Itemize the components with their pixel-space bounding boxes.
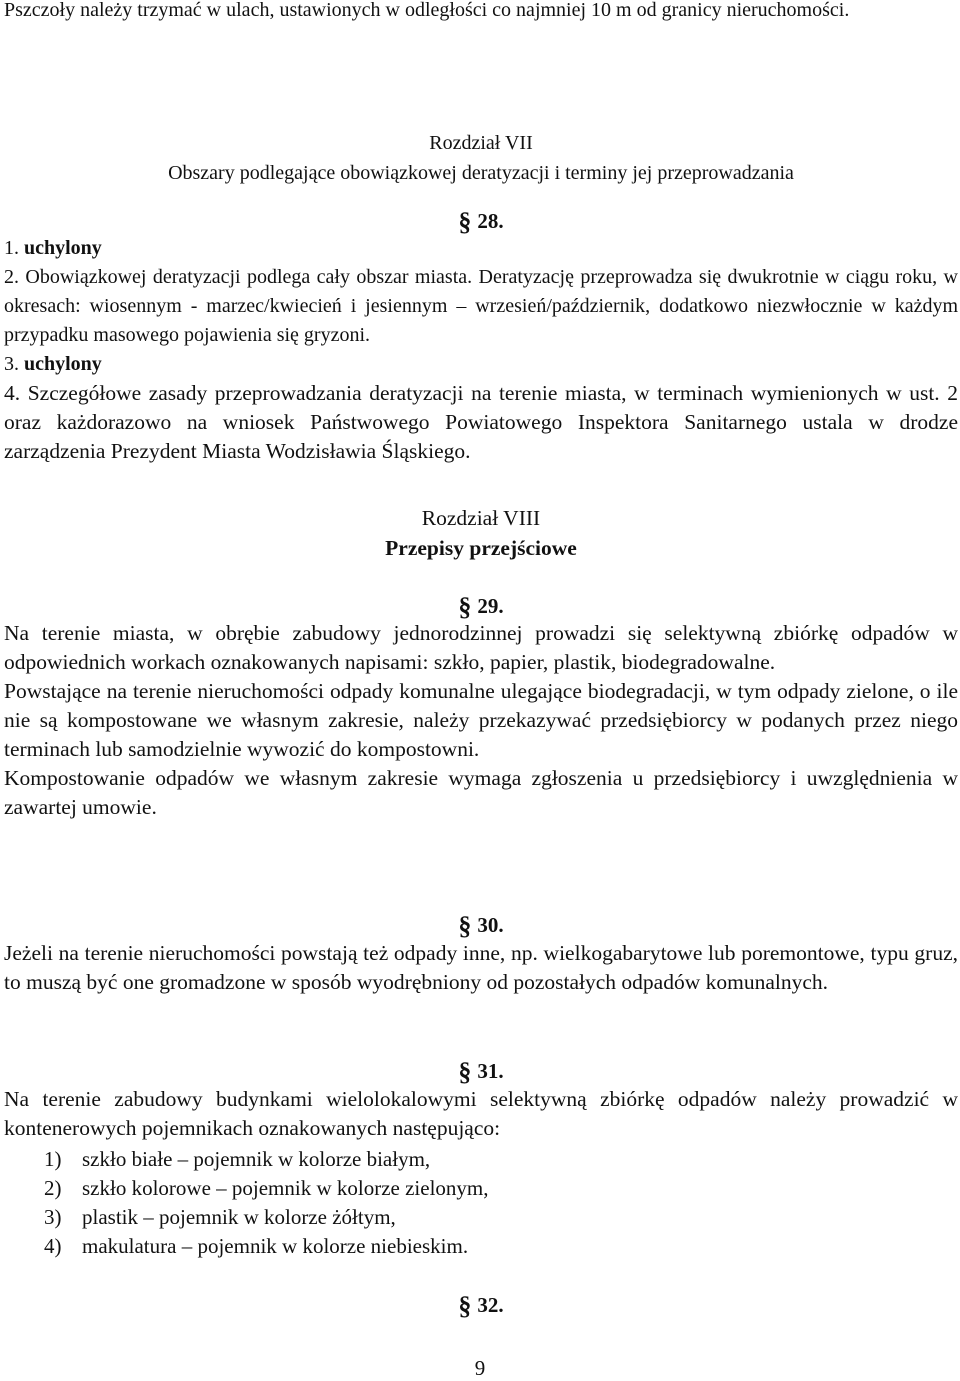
chapter-8-heading-block	[4, 503, 958, 563]
s29-paragraph-2: Powstające na terenie nieruchomości odpady komunalne ulegające biodegradacji, w tym odpady zielone, o ile nie są kompostowane we własnym zakresie, należy przekazywać przedsiębiorcy w podanych przez niego terminach lub samodzielnie wywozić do kompostowni.	[4, 679, 958, 761]
s31-paragraph-1: Na terenie zabudowy budynkami wielolokalowymi selektywną zbiórkę odpadów należy prowadzić w kontenerowych pojemnikach oznakowanych następująco:	[4, 1087, 958, 1140]
section-28-body	[4, 234, 958, 466]
s29-paragraph-1: Na terenie miasta, w obrębie zabudowy jednorodzinnej prowadzi się selektywną zbiórkę odpadów w odpowiednich workach oznakowanych napisami: szkło, papier, plastik, biodegradowalne.	[4, 621, 958, 674]
point-number: 3.	[4, 353, 19, 375]
s28-point-3	[4, 350, 958, 379]
list-item	[44, 1145, 944, 1174]
list-item	[44, 1232, 944, 1261]
s28-point-1	[4, 234, 958, 263]
section-number: 28.	[477, 209, 504, 233]
section-sign: §	[458, 1291, 472, 1320]
section-sign: §	[458, 207, 472, 236]
container-list	[44, 1145, 944, 1261]
intro-paragraph	[4, 0, 958, 25]
section-number: 29.	[477, 594, 504, 618]
point-text: uchylony	[24, 237, 102, 259]
s28-point-2	[4, 263, 958, 350]
s28-point-4	[4, 379, 958, 466]
page-number: 9	[474, 1356, 486, 1380]
list-item-text: plastik – pojemnik w kolorze żółtym,	[82, 1205, 396, 1229]
section-31-body	[4, 1085, 958, 1143]
point-text: uchylony	[24, 353, 102, 375]
intro-text: Pszczoły należy trzymać w ulach, ustawionych w odległości co najmniej 10 m od granicy nieruchomości.	[4, 0, 850, 21]
point-text: Obowiązkowej deratyzacji podlega cały obszar miasta. Deratyzację przeprowadza się dwukrotnie w ciągu roku, w okresach: wiosennym - marzec/kwiecień i jesiennym – wrzesień/październik, dodatkowo niezwłocznie w każdym przypadku masowego pojawienia się gryzoni.	[4, 266, 959, 346]
chapter-8-heading: Rozdział VIII	[421, 506, 541, 530]
chapter-7-title: Obszary podlegające obowiązkowej deratyzacji i terminy jej przeprowadzania	[168, 162, 794, 184]
section-30-body	[4, 939, 958, 997]
list-item	[44, 1203, 944, 1232]
s30-paragraph-1: Jeżeli na terenie nieruchomości powstają też odpady inne, np. wielkogabarytowe lub poremontowe, typu gruz, to muszą być one gromadzone w sposób wyodrębniony od pozostałych odpadów komunalnych.	[4, 941, 958, 994]
section-31-heading	[4, 1055, 958, 1085]
point-number: 4.	[4, 381, 21, 405]
section-sign: §	[458, 1057, 472, 1086]
list-item-text: makulatura – pojemnik w kolorze niebieskim.	[82, 1234, 469, 1258]
list-item-number: 3)	[44, 1205, 62, 1229]
list-item-text: szkło białe – pojemnik w kolorze białym,	[82, 1147, 431, 1171]
point-text: Szczegółowe zasady przeprowadzania deratyzacji na terenie miasta, w terminach wymienionych w ust. 2 oraz każdorazowo na wniosek Państwowego Powiatowego Inspektora Sanitarnego ustala w drodze zarządzenia Prezydent Miasta Wodzisławia Śląskiego.	[4, 381, 959, 463]
section-32-heading	[4, 1289, 958, 1319]
section-number: 32.	[477, 1293, 504, 1317]
point-number: 1.	[4, 237, 19, 259]
chapter-7-heading: Rozdział VII	[429, 132, 533, 154]
list-item-number: 2)	[44, 1176, 62, 1200]
section-sign: §	[458, 911, 472, 940]
section-30-heading	[4, 909, 958, 939]
list-item-number: 4)	[44, 1234, 62, 1258]
list-item	[44, 1174, 944, 1203]
list-item-number: 1)	[44, 1147, 62, 1171]
s29-paragraph-3: Kompostowanie odpadów we własnym zakresie wymaga zgłoszenia u przedsiębiorcy i uwzględnienia w zawartej umowie.	[4, 766, 958, 819]
section-29-heading	[4, 590, 958, 620]
section-29-body	[4, 619, 958, 822]
point-number: 2.	[4, 266, 19, 288]
section-number: 31.	[477, 1059, 504, 1083]
chapter-7-heading-block	[4, 128, 958, 188]
section-28-heading	[4, 205, 958, 235]
chapter-8-title: Przepisy przejściowe	[385, 536, 577, 560]
list-item-text: szkło kolorowe – pojemnik w kolorze zielonym,	[82, 1176, 489, 1200]
section-sign: §	[458, 592, 472, 621]
section-number: 30.	[477, 913, 504, 937]
